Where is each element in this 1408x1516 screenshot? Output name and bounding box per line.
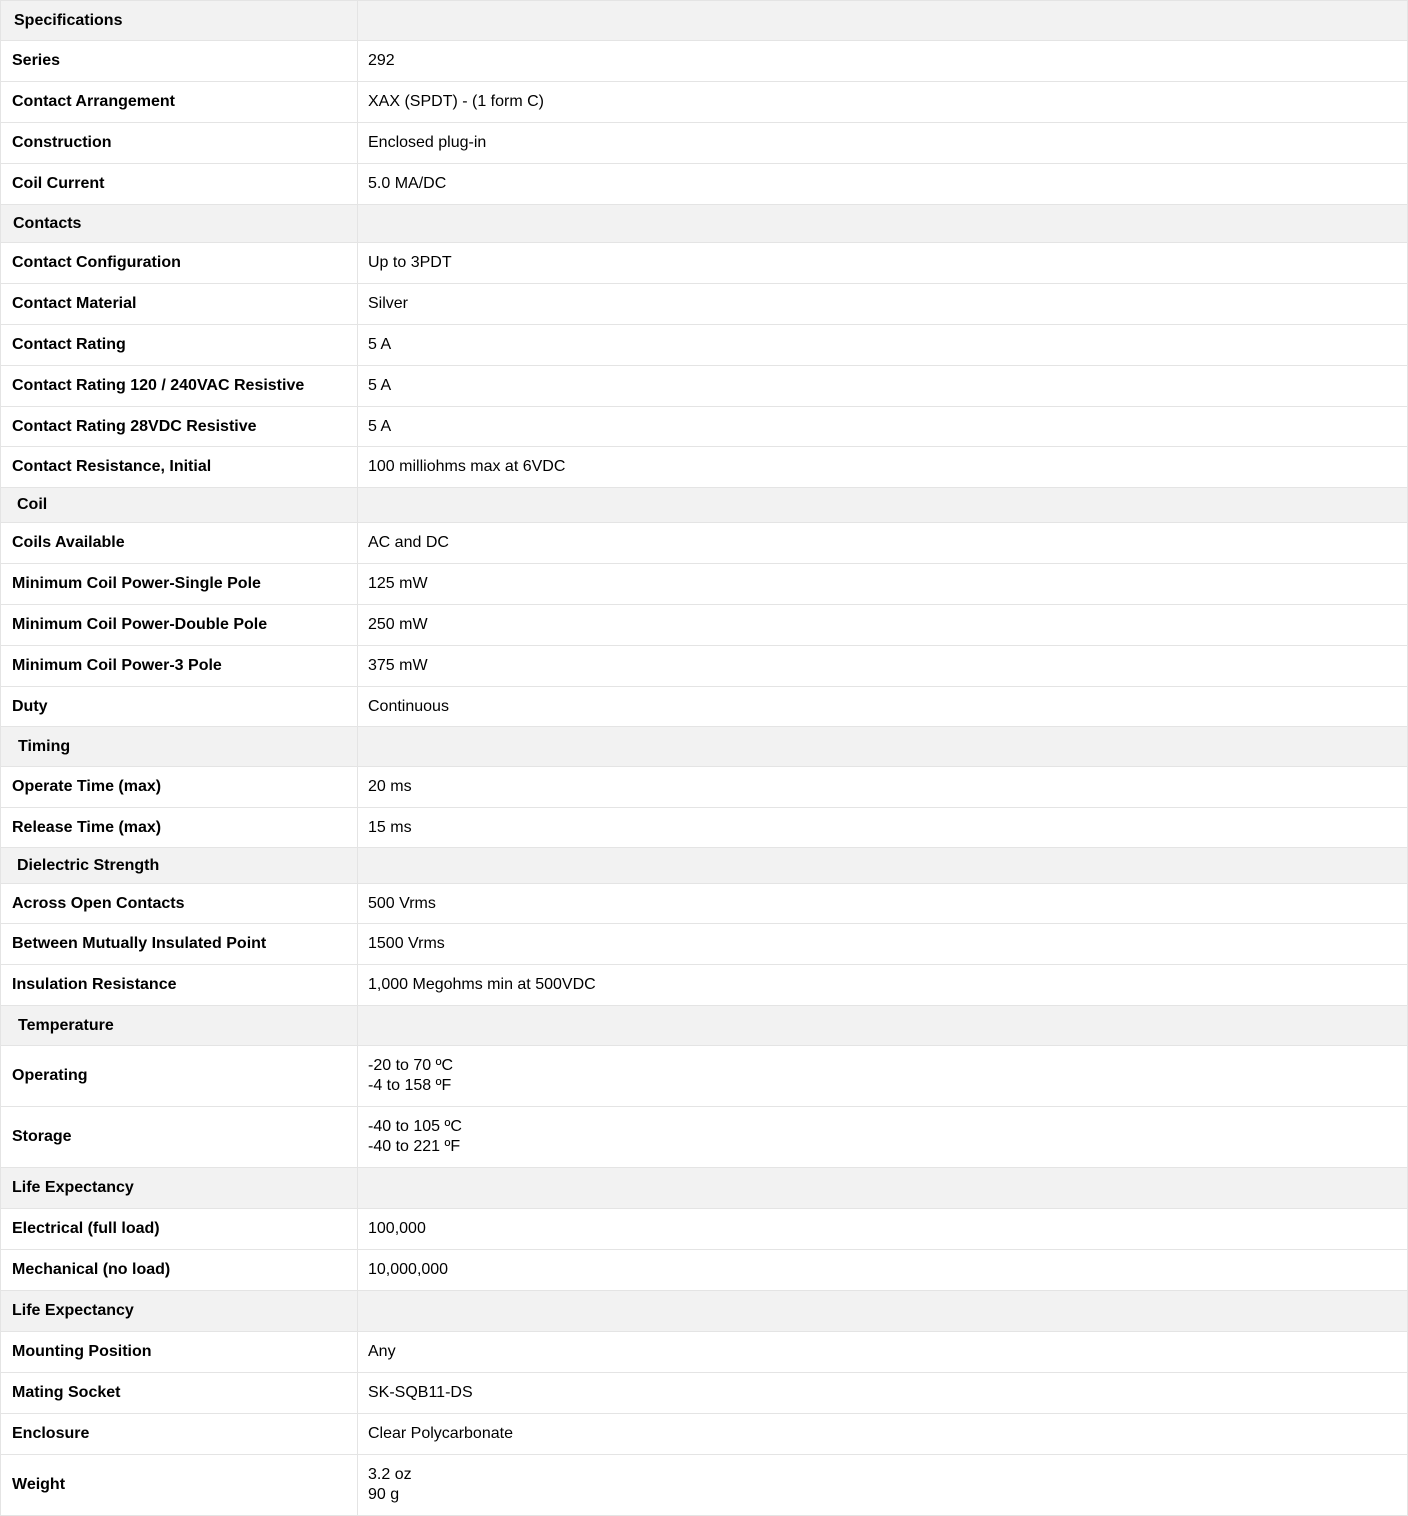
specifications-table-body: [1, 1, 1408, 1516]
spec-value-line: Continuous: [368, 697, 449, 715]
spec-value: [358, 243, 1408, 284]
spec-value-line: 375 mW: [368, 657, 428, 674]
section-header-spacer: [358, 1168, 1408, 1209]
section-header: [1, 205, 1408, 243]
table-row: [1, 164, 1408, 205]
section-header: [1, 1168, 1408, 1209]
table-row: [1, 1107, 1408, 1168]
spec-value-line: Clear Polycarbonate: [368, 1425, 513, 1442]
spec-value-line: 90 g: [368, 1486, 400, 1503]
spec-label: Coil Current: [1, 164, 358, 205]
spec-value: [358, 164, 1408, 205]
spec-label: Enclosure: [1, 1414, 358, 1455]
spec-value-line: -40 to 221 ºF: [368, 1138, 461, 1155]
section-header-spacer: [358, 1291, 1408, 1332]
table-row: [1, 1373, 1408, 1414]
spec-label: Contact Arrangement: [1, 82, 358, 123]
spec-value-line: Any: [368, 1343, 396, 1360]
spec-value-line: 5 A: [368, 336, 392, 353]
spec-value-line: -40 to 105 ºC: [368, 1118, 462, 1135]
spec-value: [358, 447, 1408, 488]
table-row: [1, 366, 1408, 407]
spec-value: [358, 523, 1408, 564]
spec-value-line: 15 ms: [368, 818, 412, 836]
spec-label: Contact Resistance, Initial: [1, 447, 358, 488]
table-row: [1, 767, 1408, 808]
section-header: [1, 848, 1408, 884]
spec-value-line: 5 A: [368, 377, 392, 394]
section-header-spacer: [358, 727, 1408, 767]
spec-value: [358, 687, 1408, 727]
table-row: [1, 325, 1408, 366]
section-header-spacer: [358, 1006, 1408, 1046]
spec-value: [358, 884, 1408, 924]
spec-value: [358, 1046, 1408, 1107]
table-row: [1, 1209, 1408, 1250]
spec-value: [358, 1373, 1408, 1414]
table-row: [1, 123, 1408, 164]
spec-value-line: 10,000,000: [368, 1261, 449, 1278]
table-row: [1, 407, 1408, 447]
spec-label: Release Time (max): [1, 808, 358, 848]
section-header: [1, 488, 1408, 523]
spec-value: [358, 808, 1408, 848]
spec-label: Minimum Coil Power-3 Pole: [1, 646, 358, 687]
spec-label: Mounting Position: [1, 1332, 358, 1373]
spec-value: [358, 82, 1408, 123]
spec-label: Coils Available: [1, 523, 358, 564]
spec-label: Contact Rating: [1, 325, 358, 366]
table-row: [1, 884, 1408, 924]
spec-value-line: 100 milliohms max at 6VDC: [368, 458, 566, 475]
spec-value-line: 20 ms: [368, 778, 412, 795]
spec-value-line: 250 mW: [368, 616, 428, 633]
spec-value-line: SK-SQB11-DS: [368, 1384, 473, 1401]
spec-value: [358, 767, 1408, 808]
spec-label: Contact Material: [1, 284, 358, 325]
spec-value: [358, 284, 1408, 325]
spec-value: [358, 1414, 1408, 1455]
spec-value-line: AC and DC: [368, 534, 449, 551]
section-title: Life Expectancy: [1, 1291, 358, 1332]
section-header: [1, 1, 1408, 41]
spec-value-line: Silver: [368, 295, 409, 312]
spec-label: Insulation Resistance: [1, 965, 358, 1006]
section-header-spacer: [358, 1, 1408, 41]
spec-label: Contact Configuration: [1, 243, 358, 284]
spec-label: Construction: [1, 123, 358, 164]
spec-value-line: 125 mW: [368, 575, 428, 592]
spec-label: Minimum Coil Power-Single Pole: [1, 564, 358, 605]
spec-label: Operate Time (max): [1, 767, 358, 808]
section-header: [1, 1291, 1408, 1332]
section-header: [1, 1006, 1408, 1046]
spec-value: [358, 123, 1408, 164]
spec-label: Electrical (full load): [1, 1209, 358, 1250]
spec-value: [358, 407, 1408, 447]
spec-value-line: 5.0 MA/DC: [368, 175, 447, 192]
table-row: [1, 82, 1408, 123]
spec-label: Mechanical (no load): [1, 1250, 358, 1291]
spec-label: Contact Rating 28VDC Resistive: [1, 407, 358, 447]
table-row: [1, 1414, 1408, 1455]
section-title: Temperature: [1, 1006, 358, 1046]
spec-label: Weight: [1, 1455, 358, 1516]
spec-value: [358, 41, 1408, 82]
section-title: Specifications: [1, 1, 358, 41]
section-header: [1, 727, 1408, 767]
spec-label: Duty: [1, 687, 358, 727]
spec-label: Between Mutually Insulated Point: [1, 924, 358, 965]
spec-value: [358, 325, 1408, 366]
spec-value-line: 500 Vrms: [368, 894, 436, 912]
spec-value: [358, 605, 1408, 646]
spec-value: [358, 366, 1408, 407]
spec-value-line: 1500 Vrms: [368, 935, 445, 952]
table-row: [1, 808, 1408, 848]
spec-value: [358, 965, 1408, 1006]
spec-label: Series: [1, 41, 358, 82]
spec-value-line: XAX (SPDT) - (1 form C): [368, 93, 545, 110]
section-header-spacer: [358, 205, 1408, 243]
spec-value-line: Enclosed plug-in: [368, 134, 487, 151]
section-title: Dielectric Strength: [1, 848, 358, 884]
spec-value: [358, 1332, 1408, 1373]
spec-value-line: 292: [368, 52, 395, 69]
table-row: [1, 243, 1408, 284]
spec-value-line: Up to 3PDT: [368, 254, 452, 271]
spec-label: Minimum Coil Power-Double Pole: [1, 605, 358, 646]
section-header-spacer: [358, 488, 1408, 523]
section-title: Contacts: [1, 205, 358, 243]
spec-value-line: 5 A: [368, 417, 392, 435]
table-row: [1, 41, 1408, 82]
table-row: [1, 687, 1408, 727]
table-row: [1, 1332, 1408, 1373]
spec-value: [358, 646, 1408, 687]
table-row: [1, 1046, 1408, 1107]
table-row: [1, 447, 1408, 488]
spec-value-line: 100,000: [368, 1220, 426, 1237]
table-row: [1, 965, 1408, 1006]
section-title: Timing: [1, 727, 358, 767]
spec-label: Contact Rating 120 / 240VAC Resistive: [1, 366, 358, 407]
table-row: [1, 1455, 1408, 1516]
spec-label: Operating: [1, 1046, 358, 1107]
spec-value-line: -4 to 158 ºF: [368, 1077, 452, 1094]
spec-label: Across Open Contacts: [1, 884, 358, 924]
table-row: [1, 646, 1408, 687]
table-row: [1, 605, 1408, 646]
section-title: Coil: [1, 488, 358, 523]
spec-value-line: 1,000 Megohms min at 500VDC: [368, 976, 596, 993]
spec-label: Mating Socket: [1, 1373, 358, 1414]
spec-value: [358, 924, 1408, 965]
spec-label: Storage: [1, 1107, 358, 1168]
table-row: [1, 523, 1408, 564]
spec-value: [358, 1455, 1408, 1516]
spec-value-line: 3.2 oz: [368, 1466, 412, 1483]
table-row: [1, 284, 1408, 325]
spec-value: [358, 1107, 1408, 1168]
spec-value: [358, 1250, 1408, 1291]
spec-value-line: -20 to 70 ºC: [368, 1057, 453, 1074]
section-header-spacer: [358, 848, 1408, 884]
spec-value: [358, 1209, 1408, 1250]
table-row: [1, 924, 1408, 965]
section-title: Life Expectancy: [1, 1168, 358, 1209]
table-row: [1, 564, 1408, 605]
spec-value: [358, 564, 1408, 605]
table-row: [1, 1250, 1408, 1291]
